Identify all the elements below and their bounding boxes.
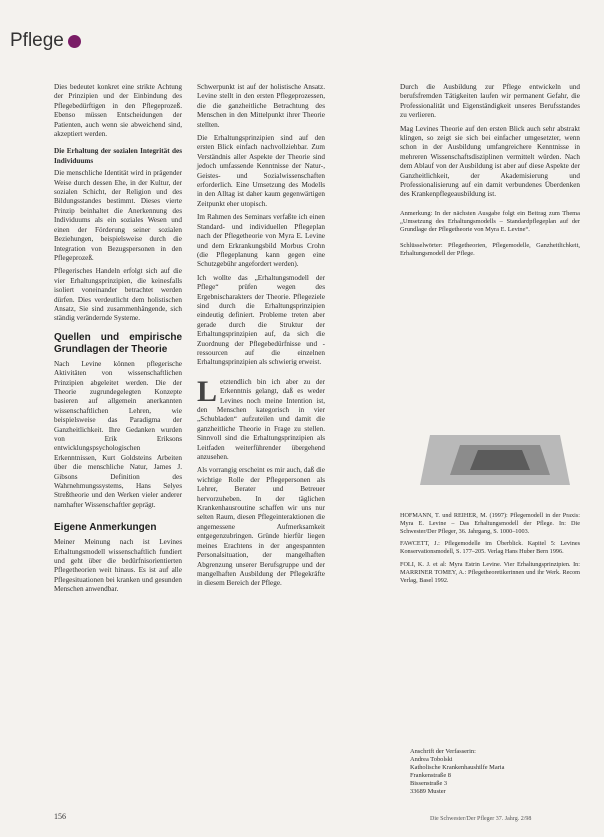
paragraph-dropcap	[197, 374, 325, 463]
paragraph: Die Erhaltungsprinzipien sind auf den ersten Blick einfach nachvollziehbar. Zum Verständnis aller Aspekte der Theorie sind jedoch umfassende Kenntnisse der Natur-, Geistes- und Sozialwissenschaften erforderlich. Eine Umsetzung des Modells in den Alltag ist daher kaum gegenwärtigen Zeitpunkt eher utopisch.	[197, 134, 325, 208]
reference: HOFMANN, T. und REIHER, M. (1997): Pflegemodell in der Praxis: Myra E. Levine – Das Erhaltungsmodell der Pflege. In: Die Schwester/Der Pfleger, 36. Jahrgang, S. 1000–1003.	[400, 512, 580, 535]
subheading: Die Erhaltung der sozialen Integrität des Individuums	[54, 147, 182, 165]
address-line: Katholische Krankenhaushilfe Maria	[410, 764, 505, 771]
paragraph: Im Rahmen des Seminars verfaßte ich einen Standard- und individuellen Pflegeplan nach der Pflegetheorie von Myra E. Levine und dem Erkrankungsbild Morbus Crohn (die Pflegeplanung kann gegen eine Schutzgebühr angefordert werden).	[197, 213, 325, 269]
column-2	[197, 83, 325, 593]
references	[400, 512, 580, 589]
drop-cap: L	[197, 374, 218, 408]
decorative-figure	[410, 415, 580, 495]
page-number: 156	[54, 812, 66, 821]
section-heading: Quellen und empirische Grundlagen der Theorie	[54, 331, 182, 355]
section-dot-icon	[68, 35, 81, 48]
paragraph: Ich wollte das „Erhaltungsmodell der Pflege“ prüfen wegen des Ergebnischarakters der Theorie. Pflegeziele sind durch die Erhaltungsprinzipien eindeutig definiert. Probleme treten aber gerade durch die Struktur der Erhaltungsprinzipien auf, da sich die Zuordnung der Pflegebedürfnisse und -ressourcen auf die einzelnen Erhaltungsprinzipien als schwierig erweist.	[197, 273, 325, 367]
journal-footer: Die Schwester/Der Pfleger 37. Jahrg. 2/98	[430, 816, 532, 822]
paragraph-text: etztendlich bin ich aber zu der Erkenntnis gelangt, daß es weder Levines noch meine Intention ist, den Menschen kategorisch in vier „Schubladen“ aufzuteilen und damit die ganzheitliche Theorie in Frage zu stellen. Sinnvoll sind die Erhaltungsprinzipien als Leitfaden weiterführender übergehend anzusehen.	[197, 377, 325, 462]
author-address	[410, 748, 504, 796]
paragraph: Meiner Meinung nach ist Levines Erhaltungsmodell wissenschaftlich fundiert und geht über die bedürfnisorientierten Pflegetheorien weit hinaus. Es ist auf alle Pflegesituationen bei kranken und gesunden Menschen anwendbar.	[54, 538, 182, 594]
paragraph: Dies bedeutet konkret eine strikte Achtung der Prinzipien und der Einbindung des Pflegebedürftigen in den Pflegeprozeß. Ebenso müssen Entscheidungen der Patienten, auch wenn sie abweichend sind, akzeptiert werden.	[54, 83, 182, 139]
column-3	[400, 83, 580, 258]
note: Anmerkung: In der nächsten Ausgabe folgt ein Beitrag zum Thema „Umsetzung des Erhaltungsmodells – Standardpflegeplan auf der Grundlage der Pflegetheorie von Myra E. Levine“.	[400, 209, 580, 233]
paragraph: Als vorrangig erscheint es mir auch, daß die wichtige Rolle der Pflegepersonen als Lehrer, Berater und Betreuer hervorzuheben. In der täglichen Krankenhausroutine schaffen wir uns nur selten Raum, diesen Pflegeinteraktionen die angemessene Aufmerksamkeit entgegenzubringen. Gründe hierfür liegen meines Erachtens in der angespannten Personalsituation, der mangelhaften Abgrenzung unserer Berufsgruppe und der mangelhaften Ausbildung der Pflegekräfte in diesem Bereich der Pflege.	[197, 466, 325, 588]
paragraph: Nach Levine können pflegerische Aktivitäten von wissenschaftlichen Prinzipien abgeleitet werden. Die der Theorie zugrundegelegten Konzepte basieren auf allgemein anerkannten wissenschaftlichen Lehren, wie beispielsweise das Paradigma der Ganzheitlichkeit. Ihre Gedanken wurden von Erik Eriksons entwicklungspsychologischen Erkenntnissen, Kurt Goldsteins Arbeiten über die menschliche Natur, James J. Gibsons Definition des Wahrnehmungssystems, Hans Selyes Streßtheorie und den Werken vieler anderer namhafter Wissenschaftler geprägt.	[54, 359, 182, 509]
reference: FAWCETT, J.: Pflegemodelle im Überblick. Kapitel 5: Levines Konservationsmodell, S. 177–205. Verlag Hans Huber Bern 1996.	[400, 540, 580, 556]
address-line: 33689 Muster	[410, 788, 446, 795]
column-1	[54, 83, 182, 599]
paragraph: Die menschliche Identität wird in prägender Weise durch dessen Ehe, in der Kultur, der sozialen Schicht, der Religion und des Bildungsstandes bestimmt. Dieses vierte Prinzip beinhaltet die Anerkennung des Individuums als ein soziales Wesen und einen der Förderung seiner sozialen Beziehungen, beispielsweise durch die Integration von Bezugspersonen in den Pflegeprozeß.	[54, 169, 182, 262]
section-heading: Eigene Anmerkungen	[54, 522, 157, 534]
address-line: Andrea Tobolski	[410, 756, 453, 763]
paragraph: Pflegerisches Handeln erfolgt sich auf die vier Erhaltungsprinzipien, die keinesfalls isoliert voneinander betrachtet werden dürfen. Dies verdeutlicht dem holistischen Ansatz, Sie sind zusammenhängende, sich ständig verändernde Systeme.	[54, 267, 182, 323]
address-line: Frankenstraße 8	[410, 772, 451, 779]
paragraph: Durch die Ausbildung zur Pflege entwickeln und berufsfremden Tätigkeiten laufen wir permanent Gefahr, die Professionalität und Eigenständigkeit unseres Berufsstandes zu verlieren.	[400, 83, 580, 120]
paragraph: Schwerpunkt ist auf der holistische Ansatz. Levine stellt in den ersten Pflegeprozessen, die die ganzheitliche Betrachtung des Menschen in den Mittelpunkt ihrer Theorie stellten.	[197, 83, 325, 129]
address-line: Bissenstraße 3	[410, 780, 448, 787]
paragraph: Mag Levines Theorie auf den ersten Blick auch sehr abstrakt klingen, so zeigt sie sich bei einfacher umgesetzter, wenn schon in der Ausbildung umfangreichere Kenntnisse in mehreren Wissenschaftsdisziplinen vermittelt würden. Nach dem Ablauf von der Ausbildung ist aber auf diese Aspekte der Ganzheitlichkeit, der Akademisierung und Professionalisierung auf ein damit verbundenes Überdenken des Krankenpflegeausbildung ist.	[400, 124, 580, 199]
address-label: Anschrift der Verfasserin:	[410, 748, 476, 755]
reference: FOLI, K. J. et al: Myra Estrin Levine. Vier Erhaltungsprinzipien. In: MARRINER TOMEY, A.: Pflegetheoretikerinnen und ihr Werk. Recom Verlag, Basel 1992.	[400, 560, 580, 584]
section-title: Pflege	[10, 30, 64, 51]
page-header	[10, 30, 81, 52]
keywords: Schlüsselwörter: Pflegetheorien, Pflegemodelle, Ganzheitlichkeit, Erhaltungsmodell der Pflege.	[400, 241, 580, 257]
